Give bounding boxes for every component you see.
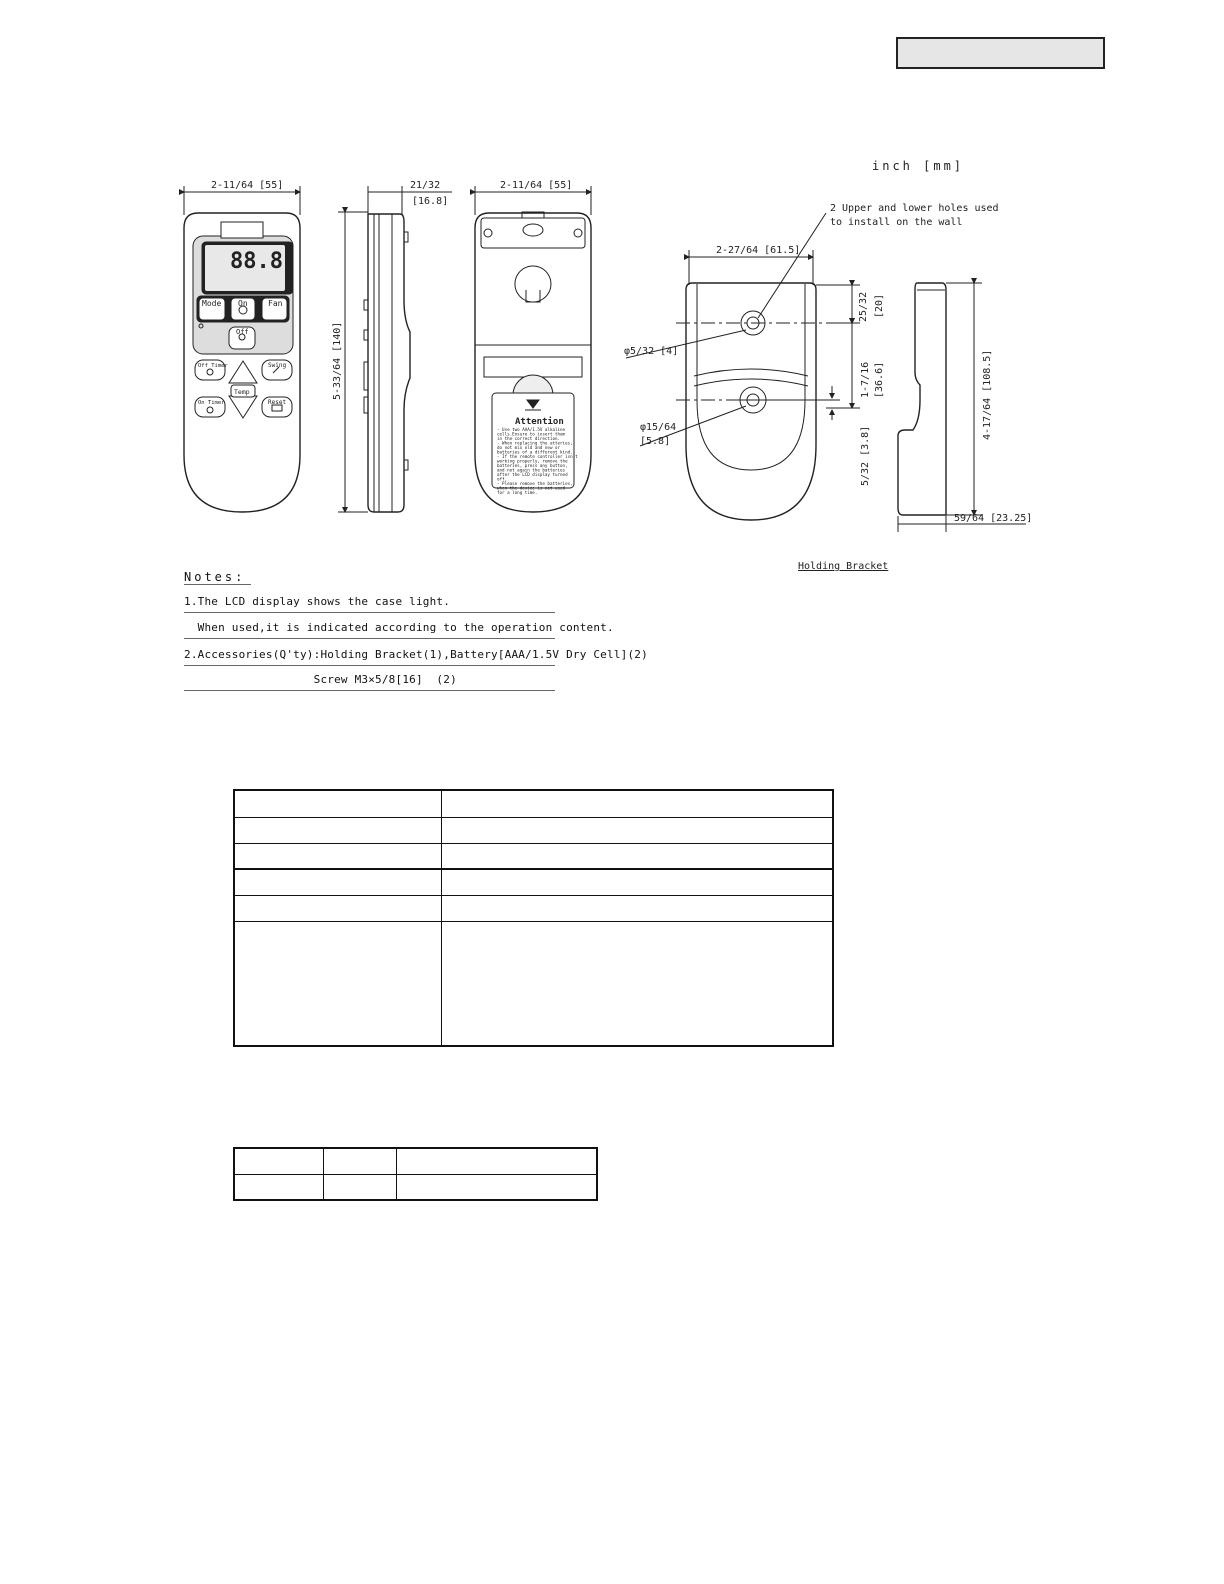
table-row: [234, 1174, 597, 1200]
table-row: [234, 1148, 597, 1174]
attention-line: cells.Ensure to insert them: [497, 431, 566, 437]
table-row: [234, 790, 833, 817]
table-row: [234, 843, 833, 869]
remote-height-dim: 5-33/64 [140]: [332, 321, 343, 400]
side-depth-dim-top: 21/32: [410, 180, 441, 191]
back-width-dim: 2-11/64 [55]: [500, 180, 573, 191]
attention-line: batteries of a different kind.: [497, 449, 573, 455]
holding-bracket-side: [898, 283, 1026, 532]
dim-top-line1: 25/32: [858, 291, 869, 322]
table-row: [234, 921, 833, 1046]
specification-table: [233, 789, 834, 1047]
temp-button[interactable]: Temp: [234, 388, 250, 396]
attention-line: - Use two AAA/1.5V alkaline: [497, 427, 566, 432]
attention-line: for a long time.: [497, 490, 538, 495]
attention-line: - Please remove the batteries,: [497, 481, 573, 486]
table-row: [234, 895, 833, 921]
swing-button[interactable]: Swing: [268, 362, 287, 369]
attention-title: Attention: [515, 417, 564, 427]
attention-line: and not again the batteries: [497, 467, 566, 473]
reset-button[interactable]: Reset: [268, 399, 287, 406]
note-line-1: 1.The LCD display shows the case light.: [184, 593, 555, 613]
on-timer-button[interactable]: On Timer: [198, 400, 225, 406]
note-line-3: 2.Accessories(Q'ty):Holding Bracket(1),Battery[AAA/1.5V Dry Cell](2): [184, 646, 555, 666]
bracket-height-dim: 4-17/64 [108.5]: [982, 349, 993, 440]
note-line-4: Screw M3×5/8[16] (2): [184, 671, 555, 691]
bracket-width-dim: 2-27/64 [61.5]: [716, 245, 801, 256]
off-button[interactable]: Off: [236, 328, 249, 336]
remote-side-view: [338, 186, 452, 512]
table-row: [234, 869, 833, 895]
lcd-digits: 88.8: [230, 249, 283, 274]
attention-line: when the device is not used: [497, 485, 566, 491]
attention-line: - When replacing the atteries,: [497, 440, 573, 446]
attention-line: off.: [497, 476, 508, 482]
front-width-dim: 2-11/64 [55]: [211, 180, 284, 191]
side-depth-dim-bottom: [16.8]: [412, 196, 449, 207]
attention-line: in the correct direction.: [497, 436, 561, 441]
holding-bracket-front: [626, 213, 860, 520]
holes-note-line1: 2 Upper and lower holes used: [830, 203, 999, 214]
dim-mid-line2: [36.6]: [874, 361, 885, 398]
small-hole-dim: φ5/32 [4]: [624, 346, 679, 357]
dim-top-line2: [20]: [874, 293, 885, 318]
bracket-depth-dim: 59/64 [23.25]: [954, 513, 1033, 524]
off-timer-button[interactable]: Off Timer: [198, 363, 228, 369]
remote-front-view: [184, 186, 300, 512]
notes-title: Notes:: [184, 570, 251, 585]
dim-bottom: 5/32 [3.8]: [860, 425, 871, 486]
bracket-caption: Holding Bracket: [798, 561, 889, 572]
note-line-2: When used,it is indicated according to the operation content.: [184, 619, 555, 639]
attention-line: batteries, press any button,: [497, 463, 568, 468]
fan-button[interactable]: Fan: [268, 299, 283, 308]
large-hole-dim-line2: [5.8]: [640, 436, 671, 447]
mode-button[interactable]: Mode: [202, 299, 222, 308]
attention-line: after the LCD display turned: [497, 472, 568, 477]
holes-note-line2: to install on the wall: [830, 217, 963, 228]
attention-line: do not mix old and new or: [497, 445, 561, 450]
table-row: [234, 817, 833, 843]
units-label: inch [mm]: [872, 159, 965, 173]
small-table: [233, 1147, 598, 1201]
dim-mid-line1: 1-7/16: [860, 361, 871, 398]
attention-line: - If the remote controller isn't: [497, 454, 578, 459]
large-hole-dim-line1: φ15/64: [640, 422, 677, 433]
attention-line: working properly, remove the: [497, 458, 568, 464]
on-button[interactable]: On: [238, 299, 248, 308]
